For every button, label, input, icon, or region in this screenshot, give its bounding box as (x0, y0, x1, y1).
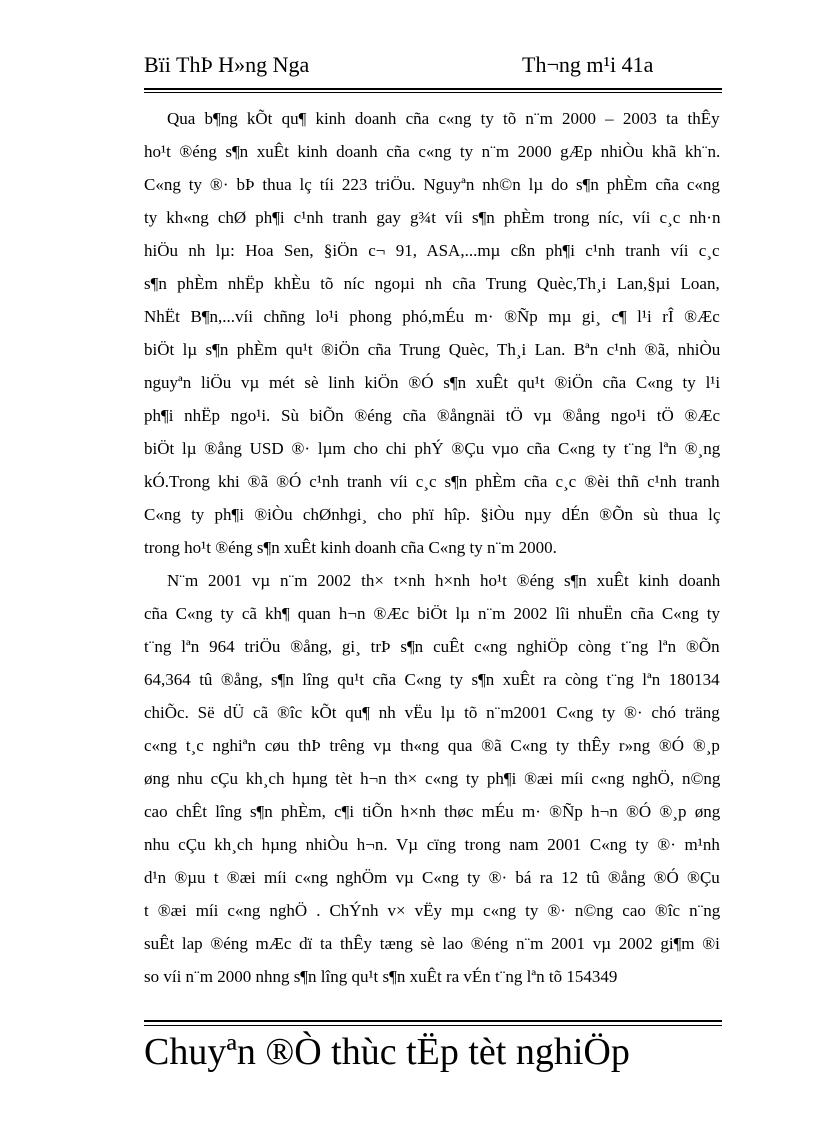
text-line: ph¶i nhËp ngo¹i. Sù biÕn ®éng cña ®ångnäi tÖ vµ ®ång ngo¹i tÖ ®Æc (144, 406, 721, 425)
text-line: t¨ng lªn 964 triÖu ®ång, gi¸ trÞ s¶n cuÊt c«ng nghiÖp còng t¨ng lªn ®Õn (144, 637, 720, 656)
text-line: 64,364 tû ®ång, s¶n lîng qu¹t cña C«ng ty s¶n xuÊt ra còng t¨ng lªn 180134 (144, 670, 720, 689)
text-line: suÊt lap ®éng mÆc dï ta thÊy tæng sè lao ®éng n¨m 2001 vµ 2002 gi¶m ®i (144, 934, 720, 953)
text-line: hiÖu nh lµ: Hoa Sen, §iÖn c¬ 91, ASA,...mµ cßn ph¶i c¹nh tranh víi c¸c (144, 241, 720, 260)
text-line: trong ho¹t ®éng s¶n xuÊt kinh doanh cña C«ng ty n¨m 2000. (144, 538, 557, 557)
header-rule-thin (144, 92, 722, 93)
text-line: nguyªn liÖu vµ mét sè linh kiÖn ®Ó s¶n xuÊt qu¹t ®iÖn cña C«ng ty l¹i (144, 373, 721, 392)
text-line: d¹n ®µu t ®æi míi c«ng nghÖm vµ C«ng ty ®· bá ra 12 tû ®ång ®Ó ®Çu (144, 868, 720, 887)
text-line: ho¹t ®éng s¶n xuÊt kinh doanh cña c«ng ty n¨m 2000 gÆp nhiÒu khã kh¨n. (144, 142, 721, 161)
document-body (144, 102, 720, 993)
text-line: chiÕc. Së dÜ cã ®îc kÕt qu¶ nh vËu lµ tõ n¨m2001 C«ng ty ®· chó träng (144, 703, 720, 722)
text-line: t ®æi míi c«ng nghÖ . ChÝnh v× vËy mµ c«ng ty ®· n©ng cao ®îc n¨ng (144, 901, 721, 920)
text-line: kÓ.Trong khi ®ã ®Ó c¹nh tranh víi c¸c s¶n phÈm cña c¸c ®èi thñ c¹nh tranh (144, 472, 720, 491)
header-rule-thick (144, 88, 722, 90)
text-line: biÖt lµ ®ång USD ®· lµm cho chi phÝ ®Çu vµo cña C«ng ty t¨ng lªn ®¸ng (144, 439, 721, 458)
text-line: cao chÊt lîng s¶n phÈm, c¶i tiÕn h×nh thøc mÉu m· ®Ñp h¬n ®Ó ®¸p øng (144, 802, 721, 821)
paragraph-1 (144, 102, 720, 564)
text-line: øng nhu cÇu kh¸ch hµng tèt h¬n th× c«ng ty ph¶i ®æi míi c«ng nghÖ, n©ng (144, 769, 721, 788)
text-line: N¨m 2001 vµ n¨m 2002 th× t×nh h×nh ho¹t ®éng s¶n xuÊt kinh doanh (167, 571, 721, 590)
text-line: cña C«ng ty cã kh¶ quan h¬n ®Æc biÖt lµ n¨m 2002 lîi nhuËn cña C«ng ty (144, 604, 720, 623)
text-line: nhu cÇu kh¸ch hµng nhiÒu h¬n. Vµ cïng trong nam 2001 C«ng ty ®· m¹nh (144, 835, 720, 854)
text-line: so víi n¨m 2000 nhng s¶n lîng qu¹t s¶n xuÊt ra vÉn t¨ng lªn tõ 154349 (144, 967, 618, 986)
page-header (144, 52, 674, 82)
text-line: biÖt lµ s¶n phÈm qu¹t ®iÖn cña Trung Quèc, Th¸i Lan. Bªn c¹nh ®ã, nhiÒu (144, 340, 721, 359)
text-line: Qua b¶ng kÕt qu¶ kinh doanh cña c«ng ty tõ n¨m 2000 – 2003 ta thÊy (167, 109, 720, 128)
text-line: NhËt B¶n,...víi chñng lo¹i phong phó,mÉu m· ®Ñp mµ gi¸ c¶ l¹i rÎ ®Æc (144, 307, 720, 326)
footer-rule-thick (144, 1020, 722, 1022)
text-line: c«ng t¸c nghiªn cøu thÞ trêng vµ th«ng qua ®ã C«ng ty thÊy r»ng ®Ó ®¸p (144, 736, 720, 755)
text-line: ty kh«ng chØ ph¶i c¹nh tranh gay g¾t víi s¶n phÈm trong níc, víi c¸c nh·n (144, 208, 721, 227)
author-name: Bïi ThÞ H»ng Nga (144, 52, 310, 77)
class-name: Th¬ng m¹i 41a (522, 52, 654, 77)
text-line: C«ng ty ®· bÞ thua lç tíi 223 triÖu. Nguyªn nh©n lµ do s¶n phÈm cña c«ng (144, 175, 720, 194)
text-line: C«ng ty ph¶i ®iÒu chØnhgi¸ cho phï hîp. §iÒu nµy dÉn ®Õn sù thua lç (144, 505, 721, 524)
footer-title: Chuyªn ®Ò thùc tËp tèt nghiÖp (144, 1031, 630, 1073)
footer-rule-thin (144, 1025, 722, 1026)
text-line: s¶n phÈm nhËp khÈu tõ níc ngoµi nh cña Trung Quèc,Th¸i Lan,§µi Loan, (144, 274, 720, 293)
paragraph-2 (144, 564, 720, 993)
